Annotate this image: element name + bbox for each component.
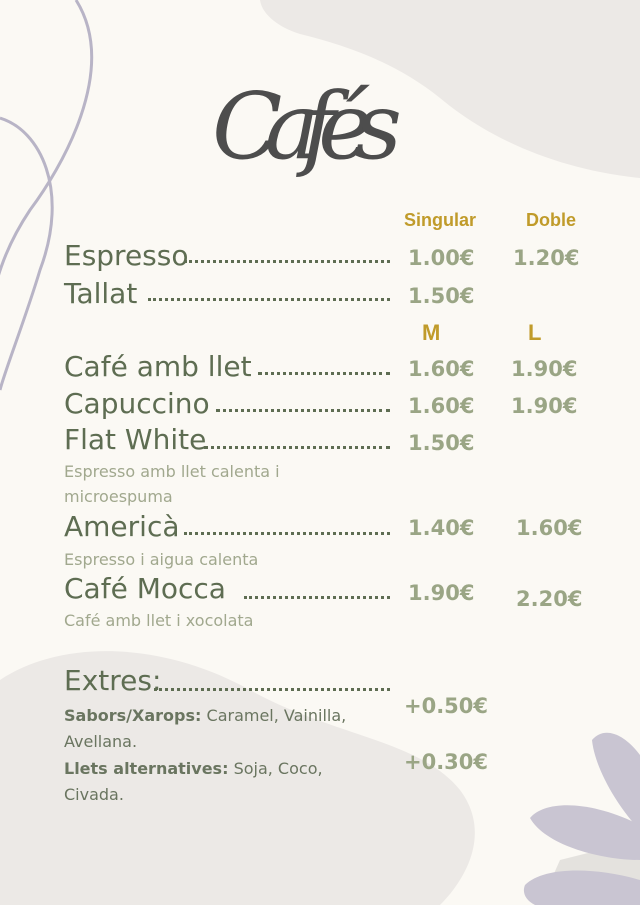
extra-milks-price: +0.30€ xyxy=(404,750,489,774)
item-name-cafe-mocca: Café Mocca xyxy=(64,572,226,605)
item-name-america: Americà xyxy=(64,510,180,543)
price-cafe-amb-llet-l: 1.90€ xyxy=(511,357,578,381)
header-doble: Doble xyxy=(526,210,577,230)
dot-leader xyxy=(148,298,390,301)
price-espresso-singular: 1.00€ xyxy=(408,246,475,270)
page-title: Cafés xyxy=(212,73,402,180)
item-name-espresso: Espresso xyxy=(64,239,189,272)
dot-leader xyxy=(184,260,390,263)
price-capuccino-m: 1.60€ xyxy=(408,394,475,418)
price-tallat-singular: 1.50€ xyxy=(408,284,475,308)
item-name-tallat: Tallat xyxy=(64,277,138,310)
extra-milks-text: Soja, Coco, Civada. xyxy=(64,759,323,804)
price-america-l: 1.60€ xyxy=(516,516,583,540)
title-script xyxy=(200,40,410,200)
item-desc-flat-white: Espresso amb llet calenta i microespuma xyxy=(64,462,280,506)
leaf-shape-3 xyxy=(524,870,640,905)
extra-syrups-price: +0.50€ xyxy=(404,694,489,718)
extra-milks xyxy=(64,756,364,808)
price-cafe-mocca-l: 2.20€ xyxy=(516,587,583,611)
price-capuccino-l: 1.90€ xyxy=(511,394,578,418)
price-cafe-mocca-m: 1.90€ xyxy=(408,581,475,605)
extra-syrups-label: Sabors/Xarops: xyxy=(64,706,202,725)
price-flat-white-m: 1.50€ xyxy=(408,431,475,455)
item-desc-america: Espresso i aigua calenta xyxy=(64,550,259,569)
dot-leader xyxy=(244,596,390,599)
price-america-m: 1.40€ xyxy=(408,516,475,540)
price-espresso-doble: 1.20€ xyxy=(513,246,580,270)
header-m: M xyxy=(422,320,441,345)
dot-leader xyxy=(258,372,390,375)
header-l: L xyxy=(528,320,542,345)
dot-leader xyxy=(154,688,390,691)
extra-syrups xyxy=(64,703,394,755)
extra-syrups-text: Caramel, Vainilla, Avellana. xyxy=(64,706,347,751)
dot-leader xyxy=(204,446,390,449)
extra-milks-label: Llets alternatives: xyxy=(64,759,229,778)
item-desc-cafe-mocca: Café amb llet i xocolata xyxy=(64,611,254,630)
price-cafe-amb-llet-m: 1.60€ xyxy=(408,357,475,381)
dot-leader xyxy=(184,532,390,535)
item-name-capuccino: Capuccino xyxy=(64,387,210,420)
leaf-shape-2 xyxy=(530,805,640,860)
item-name-flat-white: Flat White xyxy=(64,423,207,456)
header-singular: Singular xyxy=(404,210,477,230)
extras-title: Extres: xyxy=(64,664,162,697)
item-name-cafe-amb-llet: Café amb llet xyxy=(64,350,252,383)
dot-leader xyxy=(216,409,390,412)
squiggle-line-2 xyxy=(0,118,52,390)
